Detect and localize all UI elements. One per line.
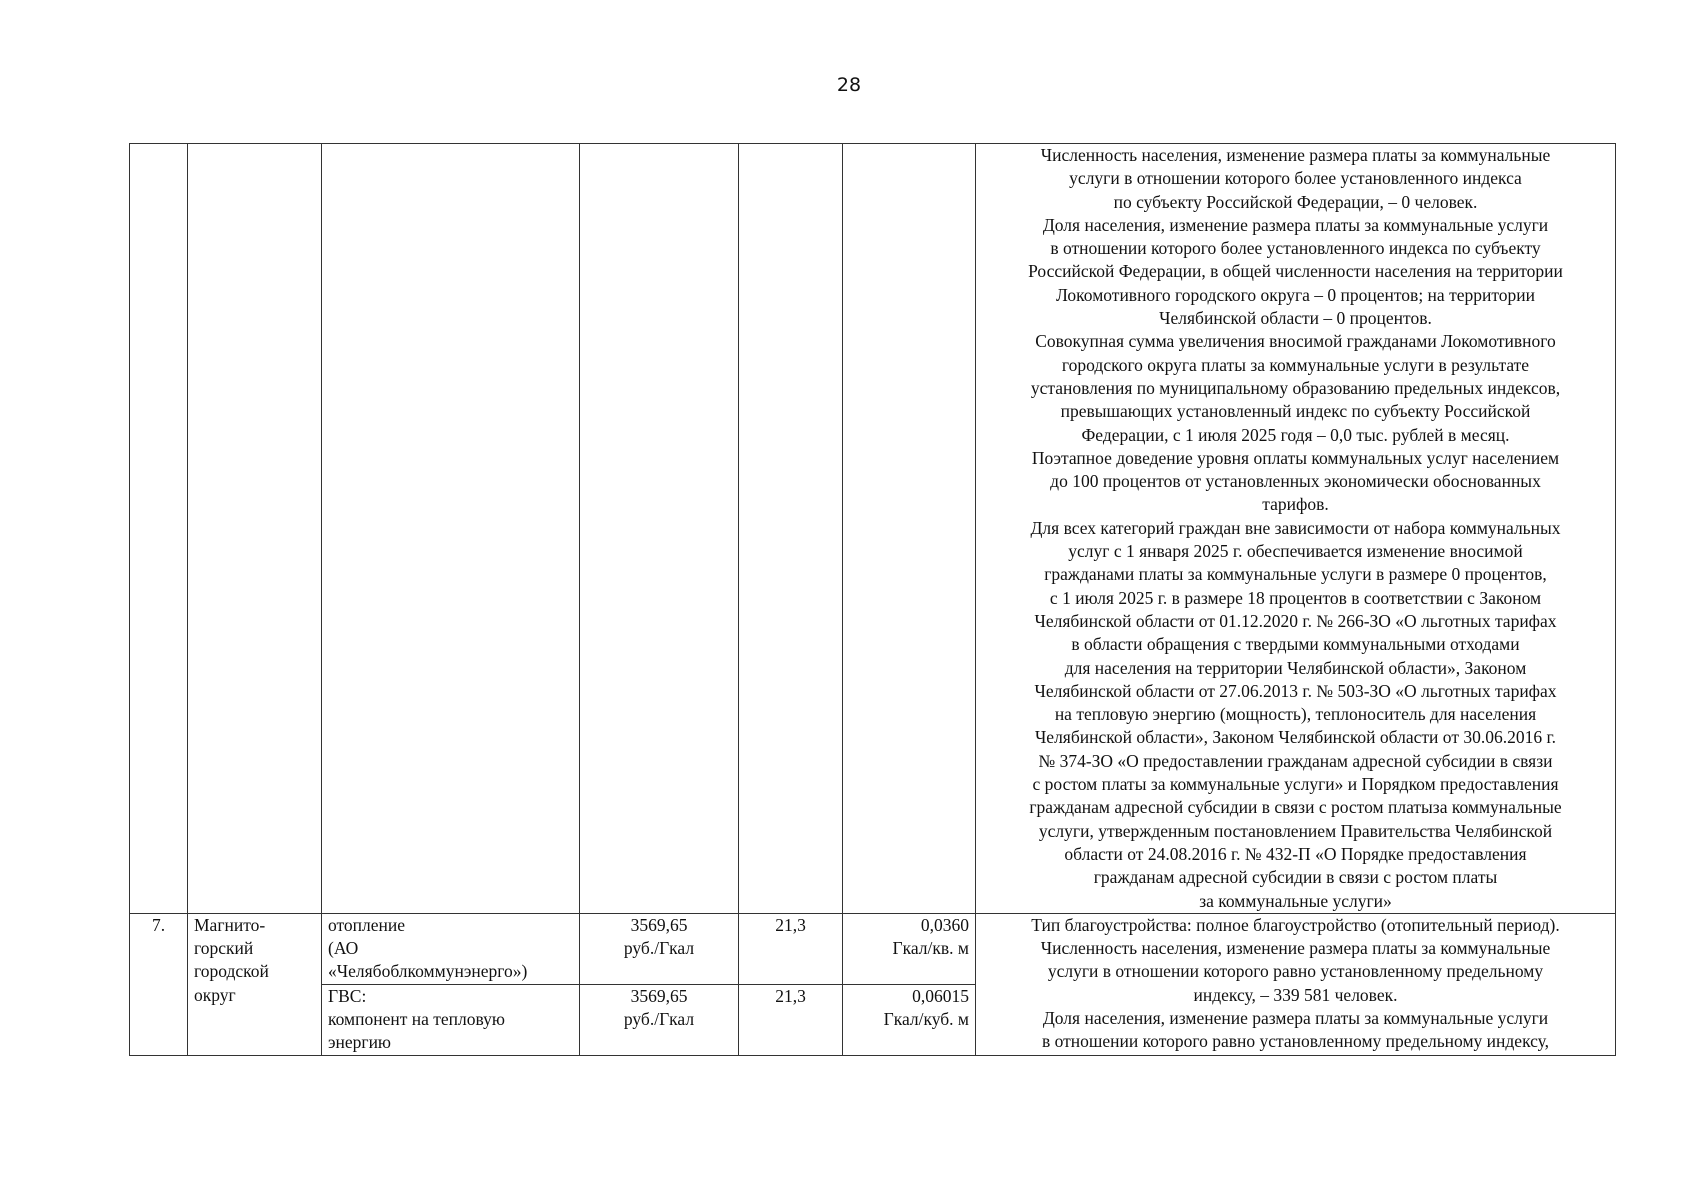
row-number: 7. — [130, 913, 188, 1055]
index-heating: 21,3 — [739, 913, 843, 984]
cell-municipality-empty — [188, 144, 322, 914]
desc-paragraph-gradual-payment: Поэтапное доведение уровня оплаты коммунальных услуг населением до 100 процентов от установленных экономически обоснованных тарифов. — [1031, 447, 1560, 515]
cell-norm-empty — [843, 144, 976, 914]
tariff-table — [129, 143, 1616, 1056]
cell-index-empty — [739, 144, 843, 914]
table-row-continued — [130, 144, 1616, 914]
norm-hot-water: 0,06015 Гкал/куб. м — [843, 984, 976, 1055]
cell-number-empty — [130, 144, 188, 914]
norm-heating: 0,0360 Гкал/кв. м — [843, 913, 976, 984]
municipality-name: Магнито- горский городской округ — [188, 913, 322, 1055]
cell-tariff-empty — [580, 144, 739, 914]
service-heating: отопление (АО «Челябоблкоммунэнерго») — [322, 913, 580, 984]
index-hot-water: 21,3 — [739, 984, 843, 1055]
cell-service-empty — [322, 144, 580, 914]
desc-paragraph-total-increase: Совокупная сумма увеличения вносимой гражданами Локомотивного городского округа платы за коммунальные услуги в результате установления по муниципальному образованию предельных индексов, превышающих установленный индекс по субъекту Российской Федерации, с 1 июля 2025 годя – 0,0 тыс. рублей в месяц. — [1030, 331, 1561, 445]
row7-description: Тип благоустройства: полное благоустройство (отопительный период). Численность населения, изменение размера платы за коммунальные услуги в отношении которого равно установленному предельному индексу, – 339 581 человек. Доля населения, изменение размера платы за коммунальные услуги в отношении которого равно установленному предельному индексу, — [976, 913, 1616, 1055]
desc-paragraph-population-above-index: Численность населения, изменение размера платы за коммунальные услуги в отношении которого более установленного индекса по субъекту Российской Федерации, – 0 человек. — [1040, 145, 1551, 212]
tariff-hot-water: 3569,65 руб./Гкал — [580, 984, 739, 1055]
service-hot-water: ГВС: компонент на тепловую энергию — [322, 984, 580, 1055]
tariff-heating: 3569,65 руб./Гкал — [580, 913, 739, 984]
desc-paragraph-all-categories: Для всех категорий граждан вне зависимости от набора коммунальных услуг с 1 января 2025 г. обеспечивается изменение вносимой гражданами платы за коммунальные услуги в размере 0 процентов, с 1 июля 2025 г. в размере 18 процентов в соответствии с Законом Челябинской области от 01.12.2020 г. № 266-ЗО «О льготных тарифах в области обращения с твердыми коммунальными отходами для населения на территории Челябинской области», Законом Челябинской области от 27.06.2013 г. № 503-ЗО «О льготных тарифах на тепловую энергию (мощность), теплоноситель для населения Челябинской области», Законом Челябинской области от 30.06.2016 г. № 374-ЗО «О предоставлении гражданам адресной субсидии в связи с ростом платы за коммунальные услуги» и Порядком предоставления гражданам адресной субсидии в связи с ростом платыза коммунальные услуги, утвержденным постановлением Правительства Челябинской области от 24.08.2016 г. № 432-П «О Порядке предоставления гражданам адресной субсидии в связи с ростом платы за коммунальные услуги» — [1029, 517, 1562, 911]
table-row-7a — [130, 913, 1616, 984]
cell-description-continued — [976, 144, 1616, 914]
page-number: 28 — [836, 74, 862, 96]
desc-paragraph-share-above-index: Доля населения, изменение размера платы за коммунальные услуги в отношении которого более установленного индекса по субъекту Российской Федерации, в общей численности населения на территории Локомотивного городского округа – 0 процентов; на территории Челябинской области – 0 процентов. — [1028, 214, 1563, 329]
